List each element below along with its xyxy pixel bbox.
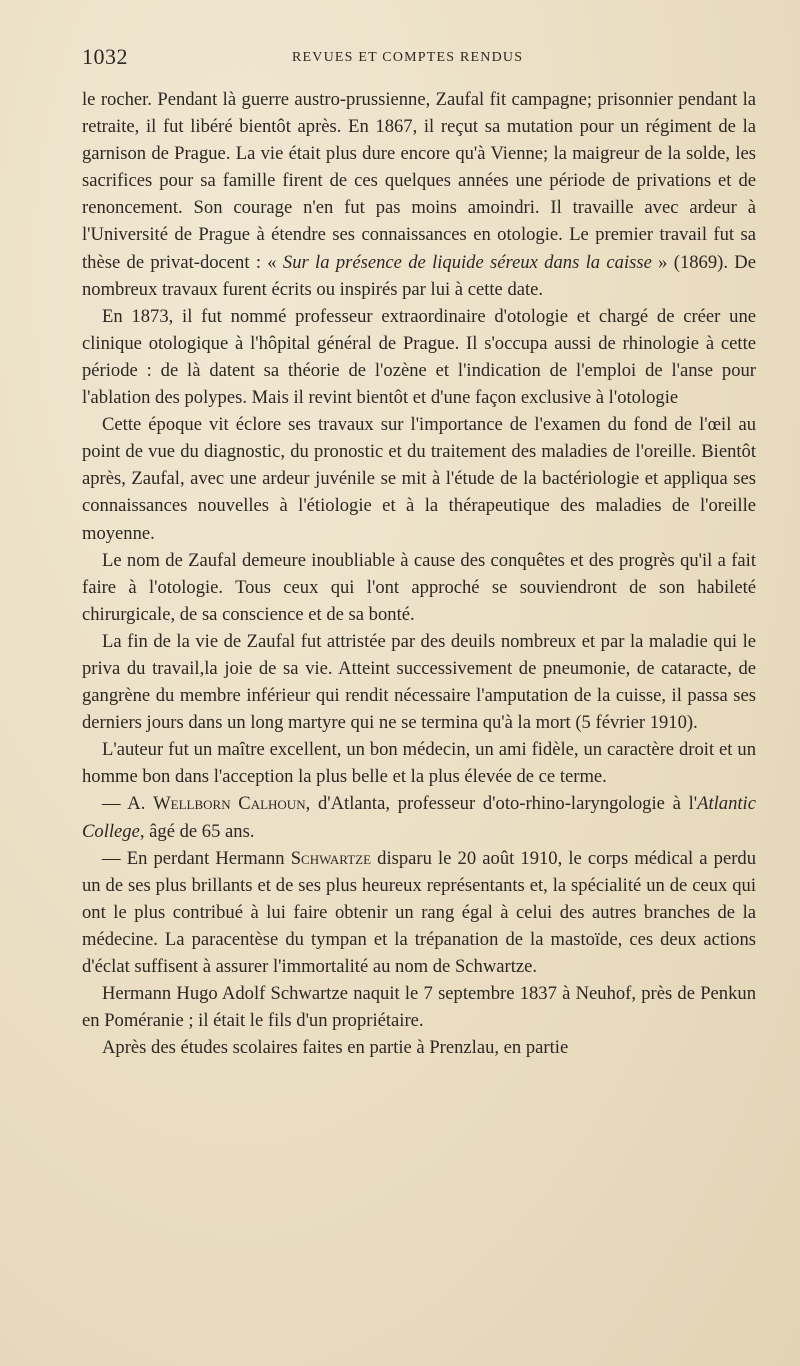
paragraph-text: , d'Atlanta, professeur d'oto-rhino-laryngologie à l': [305, 793, 698, 815]
paragraph-text: En 1873, il fut nommé professeur extraordinaire d'otologie et chargé de créer une clinique otologique à l'hôpital général de Prague. Il s'occupa aussi de rhinologie à cette période : de là datent sa théorie de l'ozène et l'indication de l'emploi de l'anse pour l'ablation des polypes. Mais il revint bientôt et d'une façon exclusive à l'otologie: [82, 305, 756, 409]
paragraph-text: , âgé de 65 ans.: [139, 820, 255, 842]
paragraph-text: L'auteur fut un maître excellent, un bon médecin, un ami fidèle, un caractère droit et un homme bon dans l'acception la plus belle et la plus élevée de ce terme.: [82, 739, 756, 788]
paragraph-research: [82, 411, 756, 546]
person-name: Schwartze: [290, 847, 372, 869]
paragraph-professorship: [82, 303, 756, 411]
thesis-title: Sur la présence de liquide séreux dans la caisse: [282, 251, 652, 273]
paragraph-text: disparu le 20 août 1910, le corps médical a perdu un de ses plus brillants et de ses plus heureux représentants et, la spécialité un de ceux qui ont le plus contribué à lui faire obtenir un rang égal à celui des autres branches de la médecine. La paracentèse du tympan et la trépanation de la mastoïde, ces deux actions d'éclat suffisent à assurer l'immortalité au nom de Schwartze.: [82, 847, 756, 977]
running-head: REVUES ET COMPTES RENDUS: [292, 50, 524, 65]
paragraph-text: La fin de la vie de Zaufal fut attristée par des deuils nombreux et par la maladie qui le priva du travail,la joie de sa vie. Atteint successivement de pneumonie, de cataracte, de gangrène du membre inférieur qui rendit nécessaire l'amputation de la cuisse, il passa ses derniers jours dans un long martyre qui ne se termina qu'à la mort (5 février 1910).: [82, 630, 756, 734]
paragraph-text: » (1869). De nombreux travaux furent écrits ou inspirés par lui à cette date.: [82, 251, 756, 300]
institution-name: Atlantic College: [82, 793, 756, 842]
page-header: [82, 44, 754, 74]
paragraph-text: Cette époque vit éclore ses travaux sur l'importance de l'examen du fond de l'œil au point de vue du diagnostic, du pronostic et du traitement des maladies de l'oreille. Bientôt après, Zaufal, avec une ardeur juvénile se mit à l'étude de la bactériologie et appliqua ses connaissances nouvelles à l'étiologie et à la thérapeutique des maladies de l'oreille moyenne.: [82, 414, 756, 544]
paragraph-tribute: [82, 736, 756, 790]
paragraph-text: Après des études scolaires faites en partie à Prenzlau, en partie: [102, 1037, 569, 1059]
body-text: [82, 86, 756, 1061]
page-number: 1032: [82, 44, 128, 69]
paragraph-text: Hermann Hugo Adolf Schwartze naquit le 7 septembre 1837 à Neuhof, près de Penkun en Poméranie ; il était le fils d'un propriétaire.: [82, 983, 756, 1032]
paragraph-text: — A.: [102, 793, 154, 815]
paragraph-text: Le nom de Zaufal demeure inoubliable à cause des conquêtes et des progrès qu'il a fait faire à l'otologie. Tous ceux qui l'ont approché se souviendront de son habileté chirurgicale, de sa conscience et de sa bonté.: [82, 549, 756, 625]
paragraph-schwartze-studies: [82, 1034, 756, 1061]
paragraph-text: — En perdant Hermann: [102, 847, 291, 869]
paragraph-end-of-life: [82, 628, 756, 736]
person-name: Wellborn Calhoun: [153, 793, 306, 815]
paragraph-schwartze-birth: [82, 980, 756, 1034]
paragraph-text: le rocher. Pendant là guerre austro-prussienne, Zaufal fit campagne; prisonnier pendant la retraite, il fut libéré bientôt après. En 1867, il reçut sa mutation pour un régiment de la garnison de Prague. La vie était plus dure encore qu'à Vienne; la maigreur de la solde, les sacrifices pour sa famille firent de ces quelques années une période de privations et de renoncement. Son courage n'en fut pas moins amoindri. Il travaille avec ardeur à l'Université de Prague à étendre ses connaissances en otologie. Le premier travail fut sa thèse de privat-docent : «: [82, 89, 756, 273]
paragraph-zaufal-career: [82, 86, 756, 303]
paragraph-legacy: [82, 547, 756, 628]
paragraph-calhoun-obituary: [82, 790, 756, 844]
paragraph-schwartze-obituary: [82, 845, 756, 980]
